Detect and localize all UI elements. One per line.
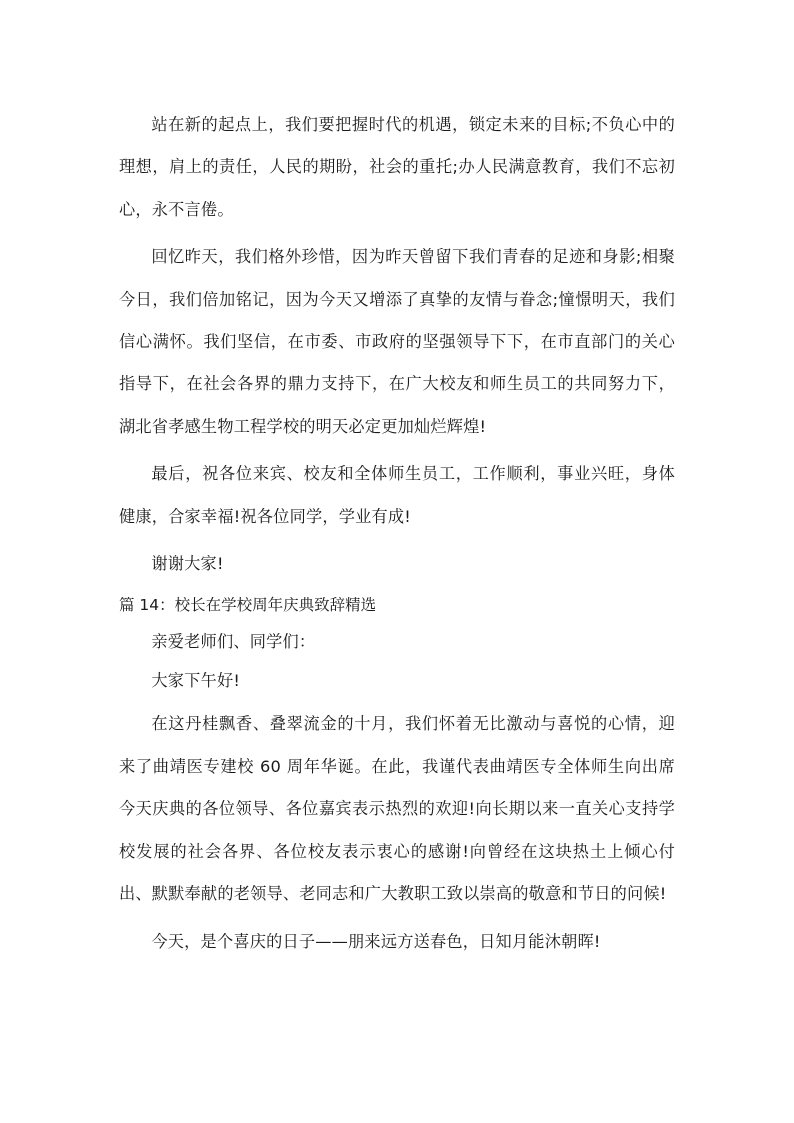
section-heading: 篇 14：校长在学校周年庆典致辞精选 xyxy=(119,596,377,615)
paragraph-joyful-day: 今天，是个喜庆的日子——朋来远方送春色，日知月能沐朝晖! xyxy=(151,931,601,951)
paragraph-final-wishes: 最后，祝各位来宾、校友和全体师生员工，工作顺利，事业兴旺，身体健康，合家幸福!祝各位同学，学业有成! xyxy=(119,464,675,526)
document-body xyxy=(119,104,675,963)
paragraph-new-start: 站在新的起点上，我们要把握时代的机遇，锁定未来的目标;不负心中的理想，肩上的责任，人民的期盼，社会的重托;办人民满意教育，我们不忘初心，永不言倦。 xyxy=(119,115,675,219)
paragraph-recall-yesterday: 回忆昨天，我们格外珍惜，因为昨天曾留下我们青春的足迹和身影;相聚今日，我们倍加铭记，因为今天又增添了真挚的友情与眷念;憧憬明天，我们信心满怀。我们坚信，在市委、市政府的坚强领导下下，在市直部门的关心指导下，在社会各界的鼎力支持下，在广大校友和师生员工的共同努力下，湖北省孝感生物工程学校的明天必定更加灿烂辉煌! xyxy=(119,247,675,436)
paragraph-anniversary: 在这丹桂飘香、叠翠流金的十月，我们怀着无比激动与喜悦的心情，迎来了曲靖医专建校 60 周年华诞。在此，我谨代表曲靖医专全体师生向出席今天庆典的各位领导、各位嘉宾表示热烈的欢迎!向长期以来一直关心支持学校发展的社会各界、各位校友表示衷心的感谢!向曾经在这块热土上倾心付出、默默奉献的老领导、老同志和广大教职工致以崇高的敬意和节日的问候! xyxy=(119,714,675,904)
paragraph-thanks: 谢谢大家! xyxy=(151,554,224,574)
paragraph-greeting: 大家下午好! xyxy=(151,671,241,691)
paragraph-salutation: 亲爱老师们、同学们： xyxy=(151,632,316,652)
